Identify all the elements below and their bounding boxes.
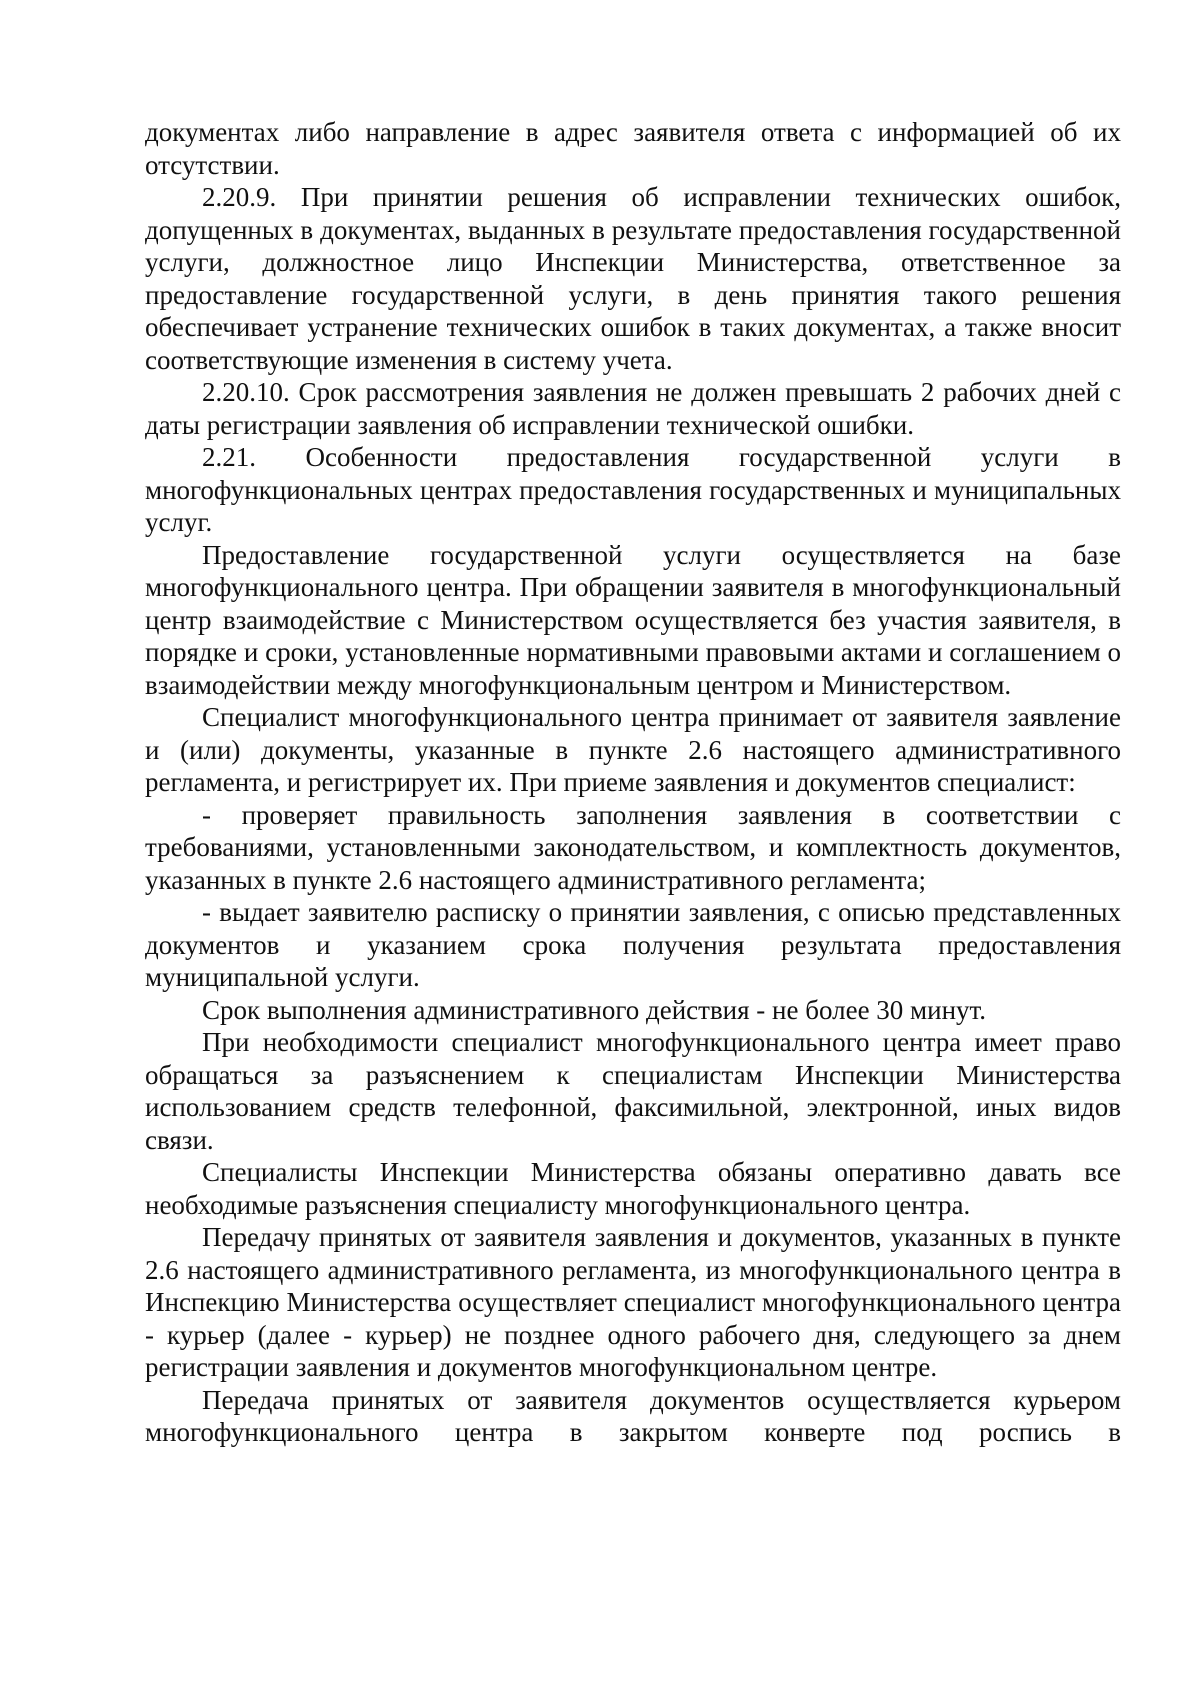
- paragraph-inspection-obliged: Специалисты Инспекции Министерства обязаны оперативно давать все необходимые разъяснения специалисту многофункционального центра.: [145, 1157, 1121, 1220]
- paragraph-transfer-by-courier: Передачу принятых от заявителя заявления и документов, указанных в пункте 2.6 настоящего административного регламента, из многофункционального центра в Инспекцию Министерства осуществляет специалист многофункционального центра - курьер (далее - курьер) не позднее одного рабочего дня, следующего за днем регистрации заявления и документов многофункциональном центре.: [145, 1222, 1121, 1382]
- paragraph-action-deadline: Срок выполнения административного действия - не более 30 минут.: [202, 994, 987, 1025]
- list-item-issues-receipt: - выдает заявителю расписку о принятии заявления, с описью представленных документов и указанием срока получения результата предоставления муниципальной услуги.: [145, 897, 1121, 992]
- paragraph-continuation: документах либо направление в адрес заявителя ответа с информацией об их отсутствии.: [145, 117, 1121, 180]
- paragraph-sealed-envelope: Передача принятых от заявителя документов осуществляется курьером многофункционального центра в закрытом конверте под роспись в: [145, 1384, 1121, 1447]
- paragraph-2-20-9: 2.20.9. При принятии решения об исправлении технических ошибок, допущенных в документах, выданных в результате предоставления государственной услуги, должностное лицо Инспекции Министерства, ответственное за предоставление государственной услуги, в день принятия такого решения обеспечивает устранение технических ошибок в таких документах, а также вносит соответствующие изменения в систему учета.: [145, 182, 1121, 375]
- paragraph-clarification-right: При необходимости специалист многофункционального центра имеет право обращаться за разъяснением к специалистам Инспекции Министерства использованием средств телефонной, факсимильной, электронной, иных видов связи.: [145, 1027, 1121, 1155]
- paragraph-mfc-provision: Предоставление государственной услуги осуществляется на базе многофункционального центра. При обращении заявителя в многофункциональный центр взаимодействие с Министерством осуществляется без участия заявителя, в порядке и сроки, установленные нормативными правовыми актами и соглашением о взаимодействии между многофункциональным центром и Министерством.: [145, 539, 1121, 700]
- paragraph-2-21-heading: 2.21. Особенности предоставления государственной услуги в многофункциональных центрах предоставления государственных и муниципальных услуг.: [145, 442, 1121, 537]
- list-item-checks-correctness: - проверяет правильность заполнения заявления в соответствии с требованиями, установленными законодательством, и комплектность документов, указанных в пункте 2.6 настоящего административного регламента;: [145, 799, 1121, 895]
- document-page: [145, 116, 1121, 1449]
- paragraph-2-20-10: 2.20.10. Срок рассмотрения заявления не должен превышать 2 рабочих дней с даты регистрации заявления об исправлении технической ошибки.: [145, 377, 1121, 440]
- paragraph-specialist-accepts: Специалист многофункционального центра принимает от заявителя заявление и (или) документы, указанные в пункте 2.6 настоящего административного регламента, и регистрирует их. При приеме заявления и документов специалист:: [145, 702, 1121, 797]
